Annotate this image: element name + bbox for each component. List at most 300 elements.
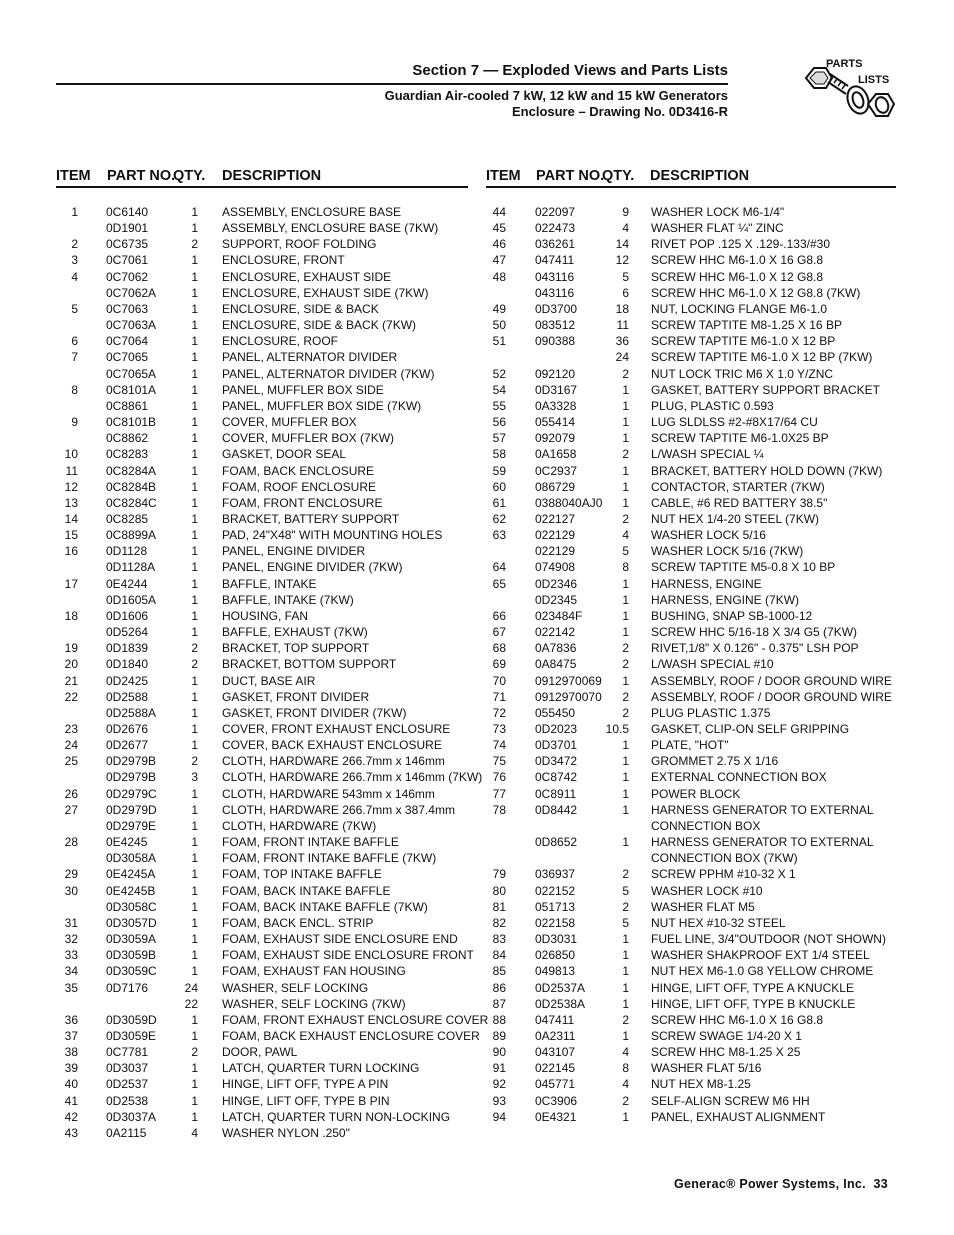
table-row bbox=[56, 543, 468, 559]
description-cell: ASSEMBLY, ENCLOSURE BASE (7KW) bbox=[222, 221, 439, 236]
table-row bbox=[56, 850, 468, 866]
table-row bbox=[56, 834, 468, 850]
part-number-cell: 074908 bbox=[535, 560, 576, 575]
table-row bbox=[486, 382, 896, 398]
description-cell: PANEL, EXHAUST ALIGNMENT bbox=[651, 1109, 826, 1124]
part-number-cell: 022158 bbox=[535, 915, 576, 930]
part-number-cell: 0C7065A bbox=[106, 366, 157, 381]
table-row bbox=[56, 1060, 468, 1076]
part-number-cell: 0C8899A bbox=[106, 528, 157, 543]
description-cell: SCREW HHC M6-1.0 X 16 G8.8 bbox=[651, 1012, 824, 1027]
qty-cell: 2 bbox=[191, 641, 198, 656]
table-row bbox=[486, 786, 896, 802]
table-row bbox=[486, 1028, 896, 1044]
item-cell: 18 bbox=[64, 608, 78, 623]
item-cell: 58 bbox=[492, 447, 506, 462]
table-row bbox=[486, 818, 896, 834]
description-cell: BRACKET, BATTERY SUPPORT bbox=[222, 511, 400, 526]
qty-cell: 1 bbox=[191, 608, 198, 623]
part-number-cell: 0D3059C bbox=[106, 964, 157, 979]
part-number-cell: 0D5264 bbox=[106, 625, 149, 640]
part-number-cell: 022142 bbox=[535, 625, 576, 640]
description-cell: LUG SLDLSS #2-#8X17/64 CU bbox=[651, 415, 818, 430]
item-cell: 90 bbox=[492, 1045, 506, 1060]
part-number-cell: 0D2588A bbox=[106, 705, 157, 720]
header-rule bbox=[56, 83, 728, 85]
description-cell: LATCH, QUARTER TURN NON-LOCKING bbox=[222, 1109, 451, 1124]
table-row bbox=[486, 446, 896, 462]
item-cell: 93 bbox=[492, 1093, 506, 1108]
description-cell: PANEL, ALTERNATOR DIVIDER bbox=[222, 350, 398, 365]
item-cell: 47 bbox=[492, 253, 506, 268]
part-number-cell: 0C6140 bbox=[106, 205, 149, 219]
table-row bbox=[56, 285, 468, 301]
part-number-cell: 045771 bbox=[535, 1077, 576, 1092]
qty-cell: 2 bbox=[622, 447, 629, 462]
item-cell: 9 bbox=[71, 415, 78, 430]
document-subtitle: Guardian Air-cooled 7 kW, 12 kW and 15 kW Generators bbox=[384, 88, 728, 103]
item-cell: 5 bbox=[71, 301, 78, 316]
part-number-cell: 0D3037A bbox=[106, 1109, 157, 1124]
item-cell: 80 bbox=[492, 883, 506, 898]
item-cell: 51 bbox=[492, 334, 506, 349]
qty-cell: 1 bbox=[191, 738, 198, 753]
description-cell: COVER, MUFFLER BOX (7KW) bbox=[222, 431, 395, 446]
description-cell: CLOTH, HARDWARE 266.7mm x 146mm (7KW) bbox=[222, 770, 483, 785]
description-cell: WASHER LOCK M6-1/4" bbox=[651, 205, 785, 219]
qty-cell: 4 bbox=[622, 1077, 629, 1092]
description-cell: WASHER FLAT M5 bbox=[651, 899, 755, 914]
description-cell: FOAM, BACK ENCL. STRIP bbox=[222, 915, 374, 930]
description-cell: GASKET, FRONT DIVIDER (7KW) bbox=[222, 705, 407, 720]
qty-cell: 1 bbox=[191, 786, 198, 801]
qty-cell: 1 bbox=[622, 625, 629, 640]
item-cell: 65 bbox=[492, 576, 506, 591]
table-row bbox=[56, 1044, 468, 1060]
item-cell: 49 bbox=[492, 301, 506, 316]
qty-cell: 5 bbox=[622, 544, 629, 559]
description-cell: HINGE, LIFT OFF, TYPE A PIN bbox=[222, 1077, 389, 1092]
qty-cell: 1 bbox=[191, 673, 198, 688]
part-number-cell: 0D3059A bbox=[106, 932, 157, 947]
part-number-cell: 0D8442 bbox=[535, 802, 578, 817]
table-row bbox=[486, 252, 896, 268]
description-cell: BRACKET, BATTERY HOLD DOWN (7KW) bbox=[651, 463, 883, 478]
table-row bbox=[486, 899, 896, 915]
drawing-number: Enclosure – Drawing No. 0D3416-R bbox=[511, 104, 728, 119]
item-cell: 76 bbox=[492, 770, 506, 785]
item-cell: 66 bbox=[492, 608, 506, 623]
description-cell: WASHER LOCK 5/16 (7KW) bbox=[651, 544, 804, 559]
part-number-cell: 0C7065 bbox=[106, 350, 149, 365]
part-number-cell: 055414 bbox=[535, 415, 576, 430]
item-cell: 82 bbox=[492, 915, 506, 930]
item-cell: 24 bbox=[64, 738, 78, 753]
table-row bbox=[56, 737, 468, 753]
description-cell: FOAM, BACK INTAKE BAFFLE bbox=[222, 883, 391, 898]
table-row bbox=[486, 527, 896, 543]
item-cell: 48 bbox=[492, 269, 506, 284]
parts-icon-text: PARTS bbox=[826, 58, 863, 70]
part-number-cell: 0D3472 bbox=[535, 754, 578, 769]
qty-cell: 1 bbox=[622, 431, 629, 446]
table-row bbox=[56, 559, 468, 575]
qty-cell: 1 bbox=[191, 915, 198, 930]
qty-cell: 1 bbox=[191, 705, 198, 720]
qty-cell: 5 bbox=[622, 269, 629, 284]
part-number-cell: 022152 bbox=[535, 883, 576, 898]
part-number-cell: 0D2979B bbox=[106, 754, 157, 769]
table-row bbox=[56, 1125, 468, 1141]
part-number-cell: 0D2425 bbox=[106, 673, 149, 688]
qty-cell: 18 bbox=[615, 301, 629, 316]
description-cell: CLOTH, HARDWARE 543mm x 146mm bbox=[222, 786, 435, 801]
description-cell: FOAM, BACK INTAKE BAFFLE (7KW) bbox=[222, 899, 428, 914]
qty-cell: 2 bbox=[622, 899, 629, 914]
description-cell: FOAM, EXHAUST SIDE ENCLOSURE FRONT bbox=[222, 948, 474, 963]
part-no-header: PART NO. bbox=[107, 168, 176, 184]
description-cell: PANEL, MUFFLER BOX SIDE (7KW) bbox=[222, 398, 422, 413]
qty-cell: 14 bbox=[615, 237, 629, 252]
table-row bbox=[56, 818, 468, 834]
part-number-cell: 0D2346 bbox=[535, 576, 578, 591]
description-cell: PANEL, ALTERNATOR DIVIDER (7KW) bbox=[222, 366, 435, 381]
item-cell: 67 bbox=[492, 625, 506, 640]
description-cell: CLOTH, HARDWARE 266.7mm x 387.4mm bbox=[222, 802, 455, 817]
part-number-cell: 0C8861 bbox=[106, 398, 149, 413]
part-number-cell: 0D2676 bbox=[106, 722, 149, 736]
part-number-cell: 0D1606 bbox=[106, 608, 149, 623]
item-cell: 52 bbox=[492, 366, 506, 381]
part-number-cell: 055450 bbox=[535, 705, 576, 720]
item-cell: 44 bbox=[492, 205, 506, 219]
table-row bbox=[56, 866, 468, 882]
description-cell: ENCLOSURE, EXHAUST SIDE bbox=[222, 269, 392, 284]
part-number-cell: 0C8742 bbox=[535, 770, 578, 785]
qty-cell: 1 bbox=[191, 495, 198, 510]
description-cell: GASKET, FRONT DIVIDER bbox=[222, 689, 370, 704]
part-number-cell: 0D3037 bbox=[106, 1061, 149, 1076]
table-row bbox=[56, 640, 468, 656]
table-row bbox=[486, 640, 896, 656]
part-number-cell: 0E4244 bbox=[106, 576, 148, 591]
description-cell: PANEL, MUFFLER BOX SIDE bbox=[222, 382, 384, 397]
item-cell: 45 bbox=[492, 221, 506, 236]
qty-cell: 1 bbox=[622, 932, 629, 947]
qty-cell: 1 bbox=[191, 883, 198, 898]
item-cell: 46 bbox=[492, 237, 506, 252]
part-number-cell: 0D2023 bbox=[535, 722, 578, 736]
table-row bbox=[56, 786, 468, 802]
qty-cell: 1 bbox=[622, 608, 629, 623]
qty-cell: 1 bbox=[622, 738, 629, 753]
parts-list bbox=[486, 204, 896, 1125]
qty-cell: 1 bbox=[191, 544, 198, 559]
table-row bbox=[56, 1093, 468, 1109]
column-header-rule bbox=[486, 186, 896, 188]
part-number-cell: 083512 bbox=[535, 318, 576, 333]
description-cell: BUSHING, SNAP SB-1000-12 bbox=[651, 608, 813, 623]
qty-cell: 2 bbox=[622, 641, 629, 656]
item-cell: 26 bbox=[64, 786, 78, 801]
part-number-cell: 0D1839 bbox=[106, 641, 149, 656]
part-number-cell: 086729 bbox=[535, 479, 576, 494]
table-row bbox=[486, 850, 896, 866]
item-cell: 40 bbox=[64, 1077, 78, 1092]
description-cell: EXTERNAL CONNECTION BOX bbox=[651, 770, 827, 785]
qty-cell: 2 bbox=[191, 657, 198, 672]
item-cell: 29 bbox=[64, 867, 78, 882]
part-number-cell: 022145 bbox=[535, 1061, 576, 1076]
qty-cell: 1 bbox=[191, 479, 198, 494]
table-row bbox=[486, 543, 896, 559]
table-row bbox=[486, 608, 896, 624]
table-row bbox=[486, 301, 896, 317]
description-cell: PANEL, ENGINE DIVIDER bbox=[222, 544, 366, 559]
item-cell: 13 bbox=[64, 495, 78, 510]
qty-cell: 2 bbox=[622, 1012, 629, 1027]
table-row bbox=[56, 269, 468, 285]
description-cell: PLUG, PLASTIC 0.593 bbox=[651, 398, 774, 413]
description-cell: CLOTH, HARDWARE 266.7mm x 146mm bbox=[222, 754, 445, 769]
part-number-cell: 090388 bbox=[535, 334, 576, 349]
item-cell: 12 bbox=[64, 479, 78, 494]
lists-icon-text: LISTS bbox=[858, 74, 890, 86]
description-cell: HINGE, LIFT OFF, TYPE B KNUCKLE bbox=[651, 996, 856, 1011]
item-cell: 33 bbox=[64, 948, 78, 963]
description-cell: WASHER SHAKPROOF EXT 1/4 STEEL bbox=[651, 948, 870, 963]
part-number-cell: 092120 bbox=[535, 366, 576, 381]
part-number-cell: 0A1658 bbox=[535, 447, 577, 462]
part-number-cell: 0A2311 bbox=[535, 1028, 576, 1043]
table-row bbox=[56, 430, 468, 446]
table-row bbox=[486, 398, 896, 414]
item-cell: 34 bbox=[64, 964, 78, 979]
item-cell: 25 bbox=[64, 754, 78, 769]
description-cell: FOAM, ROOF ENCLOSURE bbox=[222, 479, 377, 494]
qty-cell: 1 bbox=[191, 398, 198, 413]
qty-cell: 2 bbox=[191, 237, 198, 252]
part-number-cell: 0D3167 bbox=[535, 382, 578, 397]
table-row bbox=[486, 1060, 896, 1076]
table-row bbox=[486, 220, 896, 236]
qty-cell: 1 bbox=[622, 1109, 629, 1124]
part-number-cell: 0C6735 bbox=[106, 237, 149, 252]
item-cell: 28 bbox=[64, 835, 78, 850]
item-cell: 86 bbox=[492, 980, 506, 995]
part-number-cell: 0D1128A bbox=[106, 560, 156, 575]
part-number-cell: 0D2979C bbox=[106, 786, 157, 801]
part-number-cell: 0C7062A bbox=[106, 285, 157, 300]
item-cell: 73 bbox=[492, 722, 506, 736]
qty-cell: 1 bbox=[622, 673, 629, 688]
qty-cell: 1 bbox=[191, 592, 198, 607]
qty-cell: 1 bbox=[191, 948, 198, 963]
table-row bbox=[486, 204, 896, 220]
description-cell: FOAM, BACK EXHAUST ENCLOSURE COVER bbox=[222, 1028, 480, 1043]
table-row bbox=[486, 834, 896, 850]
description-cell: GASKET, BATTERY SUPPORT BRACKET bbox=[651, 382, 880, 397]
qty-cell: 2 bbox=[191, 1045, 198, 1060]
part-number-cell: 0A8475 bbox=[535, 657, 577, 672]
part-number-cell: 0C8911 bbox=[535, 786, 577, 801]
column-header bbox=[56, 168, 468, 184]
table-row bbox=[56, 963, 468, 979]
table-row bbox=[486, 915, 896, 931]
item-cell: 22 bbox=[64, 689, 78, 704]
description-cell: NUT HEX M8-1.25 bbox=[651, 1077, 751, 1092]
table-row bbox=[56, 511, 468, 527]
item-cell: 4 bbox=[71, 269, 78, 284]
part-number-cell: 0D2979D bbox=[106, 802, 157, 817]
item-cell: 42 bbox=[64, 1109, 78, 1124]
qty-cell: 4 bbox=[622, 528, 629, 543]
item-cell: 15 bbox=[64, 528, 78, 543]
item-cell: 88 bbox=[492, 1012, 506, 1027]
part-number-cell: 0D3059E bbox=[106, 1028, 157, 1043]
part-number-cell: 023484F bbox=[535, 608, 583, 623]
description-cell: SCREW HHC M6-1.0 X 12 G8.8 bbox=[651, 269, 824, 284]
part-number-cell: 0C8283 bbox=[106, 447, 149, 462]
item-cell: 6 bbox=[71, 334, 78, 349]
part-number-cell: 0C8284A bbox=[106, 463, 157, 478]
qty-cell: 1 bbox=[622, 754, 629, 769]
table-row bbox=[486, 866, 896, 882]
description-cell: SCREW TAPTITE M6-1.0 X 12 BP bbox=[651, 334, 836, 349]
qty-cell: 1 bbox=[191, 932, 198, 947]
item-cell: 17 bbox=[64, 576, 78, 591]
description-cell: FOAM, TOP INTAKE BAFFLE bbox=[222, 867, 382, 882]
description-cell: SCREW TAPTITE M6-1.0 X 12 BP (7KW) bbox=[651, 350, 873, 365]
table-row bbox=[56, 931, 468, 947]
table-row bbox=[56, 252, 468, 268]
item-cell: 81 bbox=[492, 899, 506, 914]
qty-cell: 1 bbox=[622, 576, 629, 591]
item-cell: 50 bbox=[492, 318, 506, 333]
part-number-cell: 0D2979E bbox=[106, 818, 157, 833]
table-row bbox=[486, 333, 896, 349]
item-cell: 27 bbox=[64, 802, 78, 817]
table-row bbox=[486, 947, 896, 963]
part-number-cell: 0D2588 bbox=[106, 689, 149, 704]
description-cell: NUT HEX M6-1.0 G8 YELLOW CHROME bbox=[651, 964, 874, 979]
item-cell: 23 bbox=[64, 722, 78, 736]
item-cell: 19 bbox=[64, 641, 78, 656]
item-cell: 37 bbox=[64, 1028, 78, 1043]
table-row bbox=[486, 1012, 896, 1028]
table-row bbox=[486, 414, 896, 430]
item-cell: 84 bbox=[492, 948, 506, 963]
item-cell: 87 bbox=[492, 996, 506, 1011]
description-cell: CONNECTION BOX bbox=[651, 818, 761, 833]
part-number-cell: 0D2345 bbox=[535, 592, 578, 607]
table-row bbox=[486, 737, 896, 753]
description-cell: NUT, LOCKING FLANGE M6-1.0 bbox=[651, 301, 828, 316]
part-number-cell: 0E4245 bbox=[106, 835, 148, 850]
description-cell: SCREW TAPTITE M8-1.25 X 16 BP bbox=[651, 318, 842, 333]
part-number-cell: 0D7176 bbox=[106, 980, 149, 995]
qty-cell: 1 bbox=[191, 964, 198, 979]
item-cell: 89 bbox=[492, 1028, 506, 1043]
description-cell: FOAM, BACK ENCLOSURE bbox=[222, 463, 375, 478]
qty-cell: 24 bbox=[615, 350, 629, 365]
qty-cell: 1 bbox=[191, 560, 198, 575]
part-number-cell: 0C8101B bbox=[106, 415, 157, 430]
description-cell: WASHER, SELF LOCKING (7KW) bbox=[222, 996, 406, 1011]
part-number-cell: 0C8862 bbox=[106, 431, 149, 446]
part-number-cell: 0C7064 bbox=[106, 334, 149, 349]
qty-cell: 11 bbox=[616, 318, 629, 333]
table-row bbox=[486, 624, 896, 640]
part-number-cell: 022129 bbox=[535, 544, 576, 559]
item-cell: 41 bbox=[64, 1093, 78, 1108]
item-cell: 56 bbox=[492, 415, 506, 430]
item-cell: 61 bbox=[492, 495, 506, 510]
part-number-cell: 0C8284C bbox=[106, 495, 157, 510]
table-row bbox=[56, 366, 468, 382]
qty-cell: 1 bbox=[622, 802, 629, 817]
item-cell: 31 bbox=[64, 915, 78, 930]
part-number-cell: 022127 bbox=[535, 511, 576, 526]
table-row bbox=[486, 883, 896, 899]
description-cell: SCREW HHC 5/16-18 X 3/4 G5 (7KW) bbox=[651, 625, 858, 640]
qty-cell: 1 bbox=[622, 495, 629, 510]
part-number-cell: 0C7062 bbox=[106, 269, 149, 284]
description-cell: NUT LOCK TRIC M6 X 1.0 Y/ZNC bbox=[651, 366, 834, 381]
description-cell: ENCLOSURE, SIDE & BACK bbox=[222, 301, 379, 316]
description-cell: L/WASH SPECIAL ¼ bbox=[651, 447, 764, 462]
item-cell: 11 bbox=[65, 463, 78, 478]
part-number-cell: 0D1605A bbox=[106, 592, 157, 607]
qty-cell: 22 bbox=[184, 996, 198, 1011]
item-cell: 94 bbox=[492, 1109, 506, 1124]
item-cell: 16 bbox=[64, 544, 78, 559]
description-cell: WASHER LOCK 5/16 bbox=[651, 528, 766, 543]
item-cell: 85 bbox=[492, 964, 506, 979]
qty-cell: 1 bbox=[622, 1028, 629, 1043]
part-number-cell: 0C8285 bbox=[106, 511, 149, 526]
qty-cell: 1 bbox=[191, 1028, 198, 1043]
part-number-cell: 0C8101A bbox=[106, 382, 157, 397]
part-number-cell: 0D2538A bbox=[535, 996, 586, 1011]
description-cell: SUPPORT, ROOF FOLDING bbox=[222, 237, 377, 252]
description-cell: COVER, BACK EXHAUST ENCLOSURE bbox=[222, 738, 442, 753]
description-cell: DUCT, BASE AIR bbox=[222, 673, 316, 688]
part-number-cell: 0C2937 bbox=[535, 463, 578, 478]
item-cell: 35 bbox=[64, 980, 78, 995]
qty-cell: 1 bbox=[191, 1093, 198, 1108]
table-row bbox=[56, 479, 468, 495]
part-number-cell: 0388040AJ0 bbox=[535, 495, 603, 510]
item-cell: 75 bbox=[492, 754, 506, 769]
qty-cell: 2 bbox=[622, 867, 629, 882]
description-cell: BRACKET, TOP SUPPORT bbox=[222, 641, 370, 656]
description-cell: CONNECTION BOX (7KW) bbox=[651, 851, 798, 866]
description-cell: WASHER FLAT ¼" ZINC bbox=[651, 221, 784, 236]
qty-cell: 2 bbox=[622, 366, 629, 381]
parts-column-left bbox=[56, 168, 489, 1141]
qty-cell: 3 bbox=[191, 770, 198, 785]
qty-cell: 1 bbox=[191, 366, 198, 381]
part-number-cell: 0C8284B bbox=[106, 479, 157, 494]
description-cell: PLUG PLASTIC 1.375 bbox=[651, 705, 771, 720]
item-cell: 68 bbox=[492, 641, 506, 656]
qty-cell: 5 bbox=[622, 915, 629, 930]
description-cell: RIVET POP .125 X .129-.133/#30 bbox=[651, 237, 831, 252]
table-row bbox=[56, 1028, 480, 1044]
qty-cell: 2 bbox=[622, 705, 629, 720]
qty-cell: 1 bbox=[191, 334, 198, 349]
